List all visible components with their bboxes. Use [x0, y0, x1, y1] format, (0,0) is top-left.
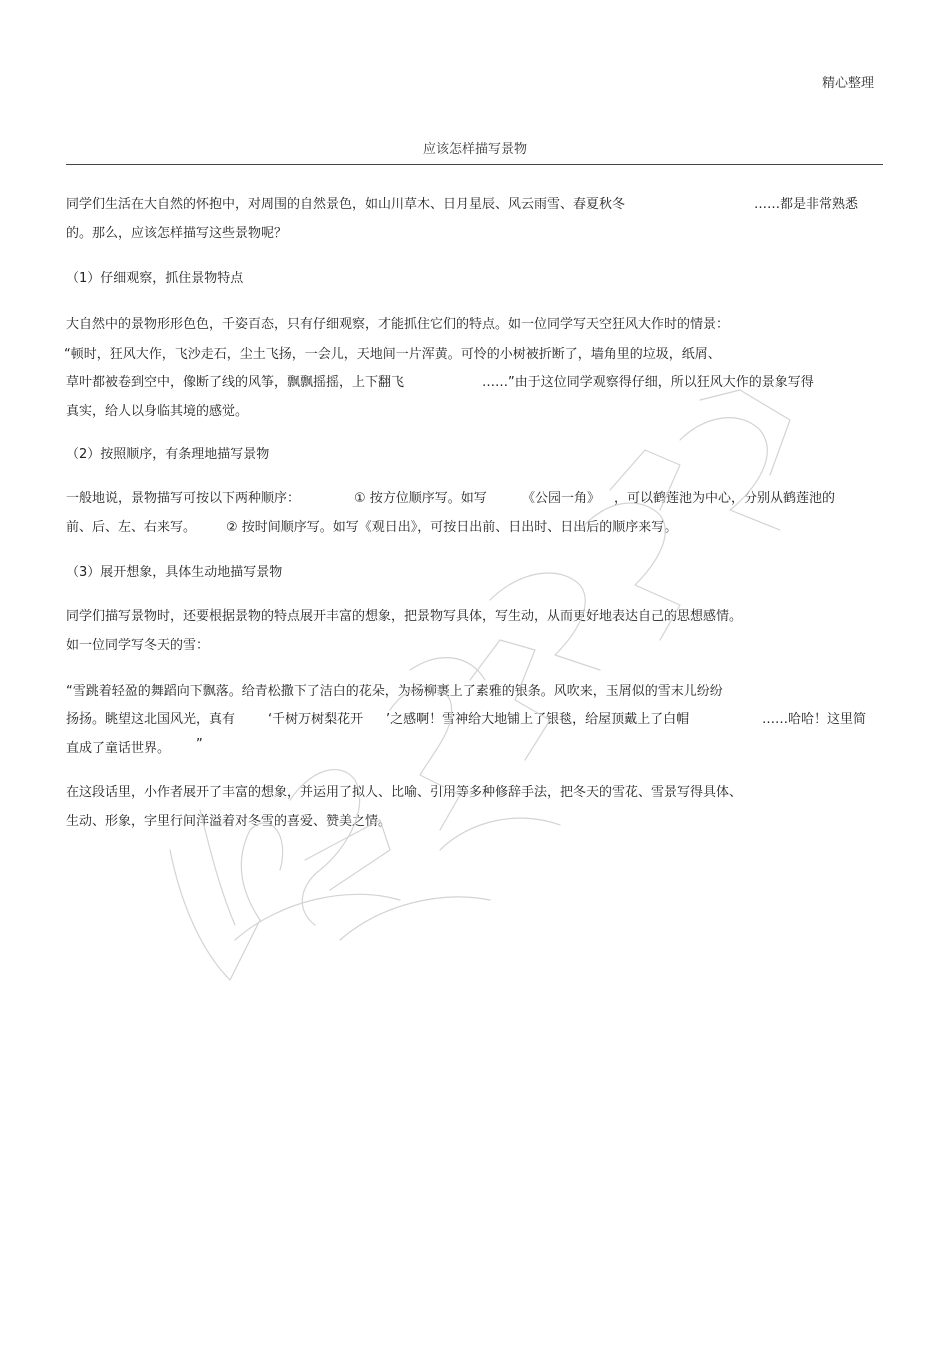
section2-line-2a: 前、后、左、右来写。 — [66, 520, 197, 535]
section2-line-1d: ，可以鹤莲池为中心，分别从鹤莲池的 — [614, 491, 836, 506]
section3-closing-line-1: 在这段话里，小作者展开了丰富的想象，并运用了拟人、比喻、引用等多种修辞手法，把冬天的雪花、雪景写得具体、 — [66, 785, 743, 800]
page-title: 应该怎样描写景物 — [422, 142, 527, 157]
section2-heading: （2）按照顺序，有条理地描写景物 — [66, 447, 270, 462]
section3-paragraph-2: 如一位同学写冬天的雪： — [66, 638, 210, 653]
section3-closing-line-2: 生动、形象，字里行间洋溢着对冬雪的喜爱、赞美之情。 — [66, 814, 392, 829]
section3-quote-line-3a: 直成了童话世界。 — [66, 741, 171, 756]
section3-quote-line-2b: ‘千树万树梨花开 — [268, 712, 364, 727]
section1-quote-line-1: “顿时，狂风大作，飞沙走石，尘土飞扬，一会儿，天地间一片浑黄。可怜的小树被折断了，墙角里的垃圾，纸屑、 — [64, 347, 721, 362]
section3-quote-line-2a: 扬扬。眺望这北国风光，真有 — [66, 712, 236, 727]
section3-quote-line-2c: ’之感啊！雪神给大地铺上了银毯，给屋顶戴上了白帽 — [386, 712, 690, 727]
section1-heading: （1）仔细观察，抓住景物特点 — [66, 271, 244, 286]
section3-quote-line-2d: ……哈哈！这里简 — [762, 712, 867, 727]
title-divider — [66, 164, 883, 165]
header-tag: 精心整理 — [821, 76, 874, 91]
section2-line-2b: ② 按时间顺序写。如写《观日出》，可按日出前、日出时、日出后的顺序来写。 — [226, 520, 678, 535]
section3-heading: （3）展开想象，具体生动地描写景物 — [66, 565, 283, 580]
section3-paragraph-1: 同学们描写景物时，还要根据景物的特点展开丰富的想象，把景物写具体，写生动，从而更好地表达自己的思想感情。 — [66, 609, 743, 624]
intro-line-1b: ……都是非常熟悉 — [754, 197, 859, 212]
section3-quote-line-1: “雪跳着轻盈的舞蹈向下飘落。给青松撒下了洁白的花朵，为杨柳裹上了素雅的银条。风吹来，玉屑似的雪末儿纷纷 — [66, 684, 723, 699]
section2-line-1c: 《公园一角》 — [522, 491, 601, 506]
intro-line-2: 的。那么，应该怎样描写这些景物呢？ — [66, 226, 288, 241]
intro-line-1a: 同学们生活在大自然的怀抱中，对周围的自然景色，如山川草木、日月星辰、风云雨雪、春夏秋冬 — [66, 197, 626, 212]
section2-line-1a: 一般地说，景物描写可按以下两种顺序： — [66, 491, 301, 506]
section1-quote-line-2b: ……”由于这位同学观察得仔细，所以狂风大作的景象写得 — [482, 375, 814, 390]
section1-paragraph: 大自然中的景物形形色色，千姿百态，只有仔细观察，才能抓住它们的特点。如一位同学写天空狂风大作时的情景： — [66, 317, 730, 332]
section2-line-1b: ① 按方位顺序写。如写 — [354, 491, 487, 506]
section3-quote-line-3b: ” — [196, 737, 203, 752]
section1-quote-line-3: 真实，给人以身临其境的感觉。 — [66, 404, 249, 419]
section1-quote-line-2a: 草叶都被卷到空中，像断了线的风筝，飘飘摇摇，上下翻飞 — [66, 375, 405, 390]
